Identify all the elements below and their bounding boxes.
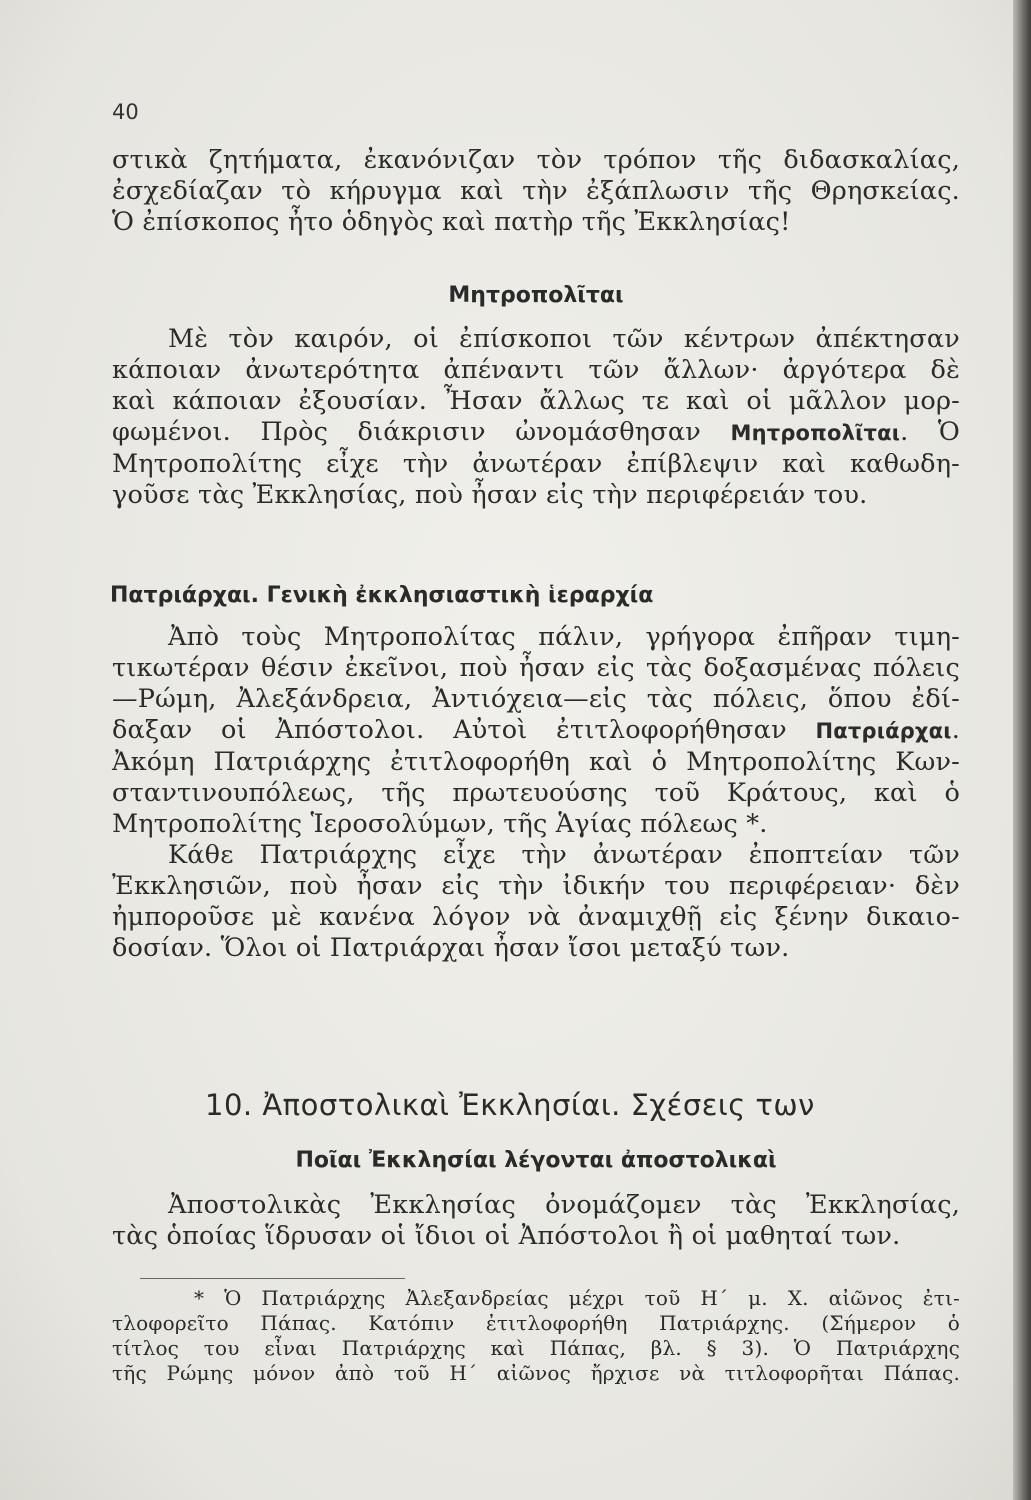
text-line: Κάθε Πατριάρχης εἶχε τὴν ἀνωτέραν ἐποπτείαν τῶν [168, 840, 960, 870]
footnote [112, 1286, 960, 1386]
heading-patriarchs: Πατριάρχαι. Γενικὴ ἐκκλησιαστικὴ ἱεραρχία [110, 583, 654, 608]
text-line: Ἀπὸ τοὺς Μητροπολίτας πάλιν, γρήγορα ἐπῆραν τιμη- [168, 622, 960, 652]
text-line: Ἀποστολικὰς Ἐκκλησίας ὀνομάζομεν τὰς Ἐκκλησίας, [168, 1190, 960, 1220]
text-line: Ἐκκλησιῶν, ποὺ ἦσαν εἰς τὴν ἰδικήν του περιφέρειαν· δὲν [112, 871, 960, 901]
section-title: 10. Ἀποστολικαὶ Ἐκκλησίαι. Σχέσεις των [205, 1088, 815, 1122]
page-number: 40 [112, 100, 139, 124]
text-run: φωμένοι. Πρὸς διάκρισιν ὠνομάσθησαν [112, 417, 702, 447]
apostolic-paragraph [112, 1190, 960, 1252]
text-line [112, 715, 960, 747]
page-edge-shadow [1013, 0, 1031, 1500]
text-line: Μὲ τὸν καιρόν, οἱ ἐπίσκοποι τῶν κέντρων ἀπέκτησαν [168, 324, 960, 354]
text-line: καὶ κάποιαν ἐξουσίαν. Ἦσαν ἄλλως τε καὶ οἱ μᾶλλον μορ- [112, 386, 960, 416]
text-line [112, 417, 960, 449]
footnote-line: τῆς Ρώμης μόνον ἀπὸ τοῦ Η´ αἰῶνος ἤρχισε νὰ τιτλοφορῆται Πάπας. [112, 1361, 960, 1385]
text-line: τὰς ὁποίας ἵδρυσαν οἱ ἴδιοι οἱ Ἀπόστολοι ἢ οἱ μαθηταί των. [112, 1221, 901, 1251]
text-line: Μητροπολίτης εἶχε τὴν ἀνωτέραν ἐπίβλεψιν καὶ καθωδη- [112, 449, 960, 479]
bold-term: Μητροπολῖται [730, 421, 901, 445]
text-line: δοσίαν. Ὅλοι οἱ Πατριάρχαι ἦσαν ἴσοι μεταξύ των. [112, 933, 790, 963]
footnote-line: τίτλος του εἶναι Πατριάρχης καὶ Πάπας, βλ. § 3). Ὁ Πατριάρχης [112, 1336, 960, 1360]
text-line: γοῦσε τὰς Ἐκκλησίας, ποὺ ἦσαν εἰς τὴν περιφέρειάν του. [112, 480, 868, 510]
text-run: . [951, 715, 960, 745]
patriarchs-paragraph [112, 622, 960, 964]
text-line: ἐσχεδίαζαν τὸ κήρυγμα καὶ τὴν ἐξάπλωσιν τῆς Θρησκείας. [112, 176, 960, 206]
text-line: Ἀκόμη Πατριάρχης ἐτιτλοφορήθη καὶ ὁ Μητροπολίτης Κων- [112, 747, 960, 777]
heading-apostolic: Ποῖαι Ἐκκλησίαι λέγονται ἀποστολικαὶ [295, 1148, 777, 1173]
text-line: κάποιαν ἀνωτερότητα ἀπέναντι τῶν ἄλλων· ἀργότερα δὲ [112, 355, 960, 385]
intro-paragraph [112, 145, 960, 238]
text-line: ἠμποροῦσε μὲ κανένα λόγον νὰ ἀναμιχθῇ εἰς ξένην δικαιο- [112, 902, 960, 932]
footnote-line: * Ὁ Πατριάρχης Ἀλεξανδρείας μέχρι τοῦ Η´ μ. Χ. αἰῶνος ἐτι- [194, 1286, 960, 1310]
text-line: —Ρώμη, Ἀλεξάνδρεια, Ἀντιόχεια—εἰς τὰς πόλεις, ὅπου ἐδί- [112, 684, 960, 714]
text-line: Μητροπολίτης Ἱεροσολύμων, τῆς Ἁγίας πόλεως *. [112, 809, 768, 839]
metropolitans-paragraph [112, 324, 960, 511]
text-line: στικὰ ζητήματα, ἐκανόνιζαν τὸν τρόπον τῆς διδασκαλίας, [112, 145, 960, 175]
footnote-line: τλοφορεῖτο Πάπας. Κατόπιν ἐτιτλοφορήθη Πατριάρχης. (Σήμερον ὁ [112, 1311, 960, 1335]
text-line: Ὁ ἐπίσκοπος ἦτο ὁδηγὸς καὶ πατὴρ τῆς Ἐκκλησίας! [112, 207, 791, 237]
heading-metropolitans: Μητροπολῖται [448, 283, 624, 308]
text-run: δαξαν οἱ Ἀπόστολοι. Αὐτοὶ ἐτιτλοφορήθησαν [112, 715, 787, 745]
footnote-rule [140, 1278, 405, 1279]
text-line: σταντινουπόλεως, τῆς πρωτευούσης τοῦ Κράτους, καὶ ὁ [112, 778, 960, 808]
text-line: τικωτέραν θέσιν ἐκεῖνοι, ποὺ ἦσαν εἰς τὰς δοξασμένας πόλεις [112, 653, 960, 683]
text-run: . Ὁ [900, 417, 960, 447]
bold-term: Πατριάρχαι [815, 719, 952, 743]
